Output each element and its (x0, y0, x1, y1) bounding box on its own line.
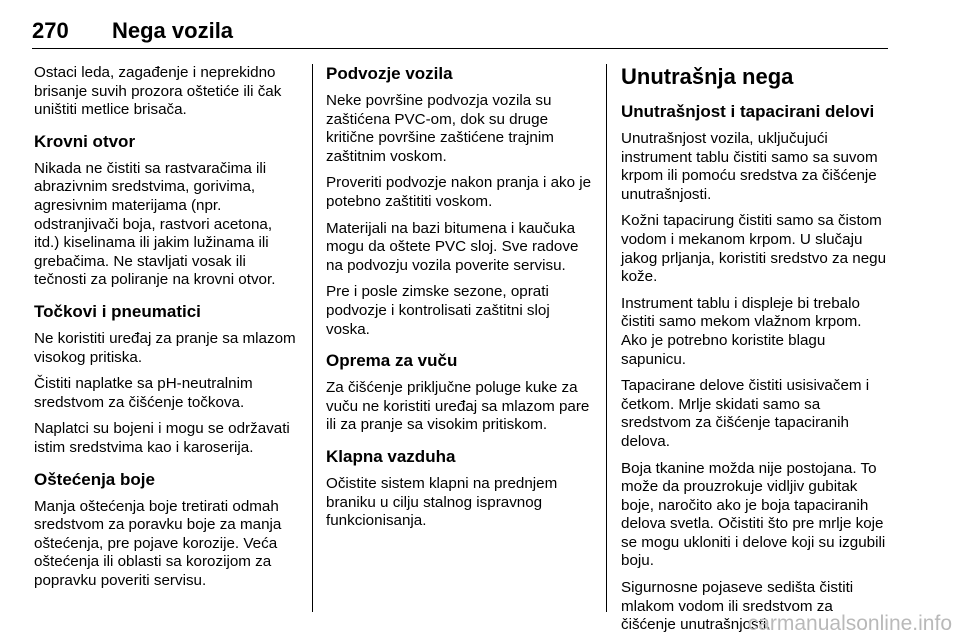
paragraph-wheels-2: Čistiti naplatke sa pH-neutralnim sredstvom za čišćenje točkova. (34, 375, 253, 411)
paragraph-interior-5: Boja tkanine možda nije postojana. To može da prouzrokuje vidljiv gubitak boje, naročito ako je boja tapaciranih delova svetla. Očistiti što pre mrlje koje se mogu ukloniti i delove koji su izgubili boju. (621, 459, 886, 570)
paragraph-towing-equipment: Za čišćenje priključne poluge kuke za vuču ne koristiti uređaj sa mlazom pare ili za pranje sa visokim pritiskom. (326, 379, 590, 434)
paragraph-underbody-3: Materijali na bazi bitumena i kaučuka mogu da oštete PVC sloj. Sve radove na podvozju vozila poverite servisu. (326, 219, 579, 274)
paragraph-interior-2: Kožni tapacirung čistiti samo sa čistom vodom i mekanom krpom. U slučaju jakog prljanja, koristiti sredstvo za negu kože. (621, 212, 887, 286)
heading-towing-equipment: Oprema za vuču (326, 351, 458, 371)
heading-sunroof: Krovni otvor (34, 131, 136, 151)
heading-air-flap: Klapna vazduha (326, 446, 456, 466)
column-middle (326, 64, 592, 539)
column-left (34, 64, 300, 598)
paragraph-sunroof: Nikada ne čistiti sa rastvaračima ili abrazivnim sredstvima, gorivima, agresivnim materijama (npr. odstranjivači boja, rastvori acetona, itd.) kiselinama ili jakim lužinama ili grebačima. Ne stavljati vosak ili tečnosti za poliranje na krovni otvor. (34, 159, 276, 289)
heading-paint-damage: Oštećenja boje (34, 469, 155, 489)
page-number: 270 (32, 18, 69, 43)
paragraph-wheels-1: Ne koristiti uređaj za pranje sa mlazom visokog pritiska. (34, 329, 296, 366)
paragraph-wiper-damage: Ostaci leda, zagađenje i neprekidno brisanje suvih prozora oštetiće ili čak uništiti metlice brisača. (34, 64, 282, 119)
column-divider-1 (312, 64, 313, 612)
paragraph-underbody-4: Pre i posle zimske sezone, oprati podvozje i kontrolisati zaštitni sloj voska. (326, 283, 550, 338)
paragraph-interior-6: Sigurnosne pojaseve sedišta čistiti mlakom vodom ili sredstvom za čišćenje unutrašnjosti. (621, 579, 854, 634)
heading-interior-care: Unutrašnja nega (621, 64, 794, 89)
heading-wheels-tyres: Točkovi i pneumatici (34, 301, 201, 321)
paragraph-air-flap: Očistite sistem klapni na prednjem braniku u cilju stalnog ispravnog funkcionisanja. (326, 474, 558, 530)
paragraph-underbody-1: Neke površine podvozja vozila su zaštićena PVC-om, dok su druge kritične površine zaštićene trajnim zaštitnim voskom. (326, 92, 554, 165)
paragraph-paint-damage: Manja oštećenja boje tretirati odmah sredstvom za poravku boje za manja oštećenja, pre pojave korozije. Veća oštećenja ili oblasti sa korozijom za popravku poveriti servisu. (34, 497, 282, 589)
page-title: Nega vozila (112, 18, 234, 43)
watermark-text: carmanualsonline.info (747, 612, 952, 635)
heading-interior-upholstery: Unutrašnjost i tapacirani delovi (621, 102, 875, 121)
paragraph-interior-3: Instrument tablu i displeje bi trebalo čistiti samo mekom vlažnom krpom. Ako je potrebno koristite blagu sapunicu. (621, 294, 862, 368)
column-divider-2 (606, 64, 607, 612)
page-header (32, 14, 888, 49)
heading-underbody: Podvozje vozila (326, 64, 453, 83)
paragraph-wheels-3: Naplatci su bojeni i mogu se održavati istim sredstvima kao i karoserija. (34, 420, 290, 456)
column-right (621, 64, 889, 643)
paragraph-interior-4: Tapacirane delove čistiti usisivačem i četkom. Mrlje skidati samo sa sredstvom za čišćenje tapaciranih delova. (621, 377, 870, 450)
paragraph-underbody-2: Proveriti podvozje nakon pranja i ako je potebno zaštititi voskom. (326, 174, 592, 210)
paragraph-interior-1: Unutrašnjost vozila, uključujući instrument tablu čistiti samo sa suvom krpom ili pomoću sredstva za čišćenje unutrašnjosti. (621, 130, 878, 203)
